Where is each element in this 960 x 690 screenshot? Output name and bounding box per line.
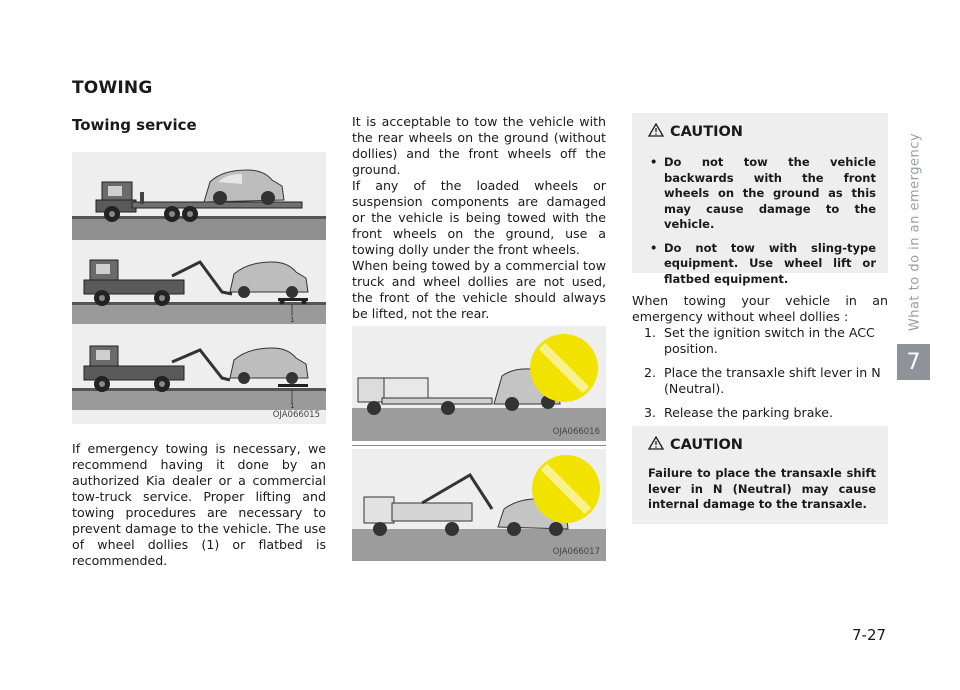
dolly-callout-2: 1	[290, 402, 295, 410]
caution-title: CAUTION	[670, 437, 743, 453]
caution-text: Failure to place the transaxle shift lever in N (Neutral) may cause internal damage to the transaxle.	[648, 466, 876, 511]
prohibited-icon	[532, 455, 600, 523]
tow-truck-drawing	[84, 346, 230, 392]
step-text: Set the ignition switch in the ACC position.	[664, 325, 875, 356]
step-text: Release the parking brake.	[664, 405, 834, 420]
step-number: 3.	[644, 405, 657, 420]
caution-item: • Do not tow with sling-type equipment. Use wheel lift or flatbed equipment.	[648, 241, 876, 288]
sling-tow-truck-drawing	[364, 475, 492, 536]
step-number: 2.	[644, 365, 657, 380]
step-item	[632, 365, 888, 397]
chapter-side-title: What to do in an emergency	[907, 132, 923, 332]
caution-item: • Do not tow the vehicle backwards with the front wheels on the ground as this may cause damage to the vehicle.	[648, 155, 876, 233]
caution-title: CAUTION	[670, 124, 743, 140]
prohibited-icon	[530, 334, 598, 402]
page-number: 7-27	[852, 626, 887, 644]
warning-triangle-icon	[648, 123, 664, 141]
step-item	[632, 325, 888, 357]
subsection-title: Towing service	[72, 116, 197, 134]
chapter-tab[interactable]: 7	[897, 344, 930, 380]
warning-triangle-icon	[648, 436, 664, 454]
step-item	[632, 405, 888, 421]
prohibited-flatbed-figure	[352, 326, 606, 441]
towing-recommendation-text: If emergency towing is necessary, we recommend having it done by an authorized Kia dealer or a commercial tow-truck service. Proper lifting and towing procedures are necessary to prevent damage to the vehicle. The use of wheel dollies (1) or flatbed is recommended.	[72, 441, 326, 568]
towing-steps-list	[632, 325, 888, 429]
figure-code: OJA066017	[552, 547, 600, 557]
towing-intro-text: When towing your vehicle in an emergency without wheel dollies :	[632, 293, 888, 324]
car-on-flatbed-drawing	[204, 170, 284, 205]
towing-methods-figure	[72, 152, 326, 424]
figure-code: OJA066016	[552, 427, 600, 437]
caution-box	[632, 113, 888, 286]
wheel-lift-truck-drawing	[84, 260, 232, 306]
towing-conditions-text: It is acceptable to tow the vehicle with the rear wheels on the ground (without dollies) and the front wheels off the ground. If any of the loaded wheels or suspension components are damaged or the vehicle is being towed with the front wheels on the ground, use a towing dolly under the front wheels. When being towed by a commercial tow truck and wheel dollies are not used, the front of the vehicle should always be lifted, not the rear.	[352, 114, 606, 321]
section-title: TOWING	[72, 78, 153, 98]
dolly-callout-1: 1	[290, 316, 295, 324]
prohibited-sling-figure	[352, 449, 606, 561]
figure-divider	[352, 445, 606, 446]
step-text: Place the transaxle shift lever in N (Neutral).	[664, 365, 881, 396]
figure-code: OJA066015	[272, 410, 320, 420]
step-number: 1.	[644, 325, 657, 340]
caution-box	[632, 426, 888, 524]
